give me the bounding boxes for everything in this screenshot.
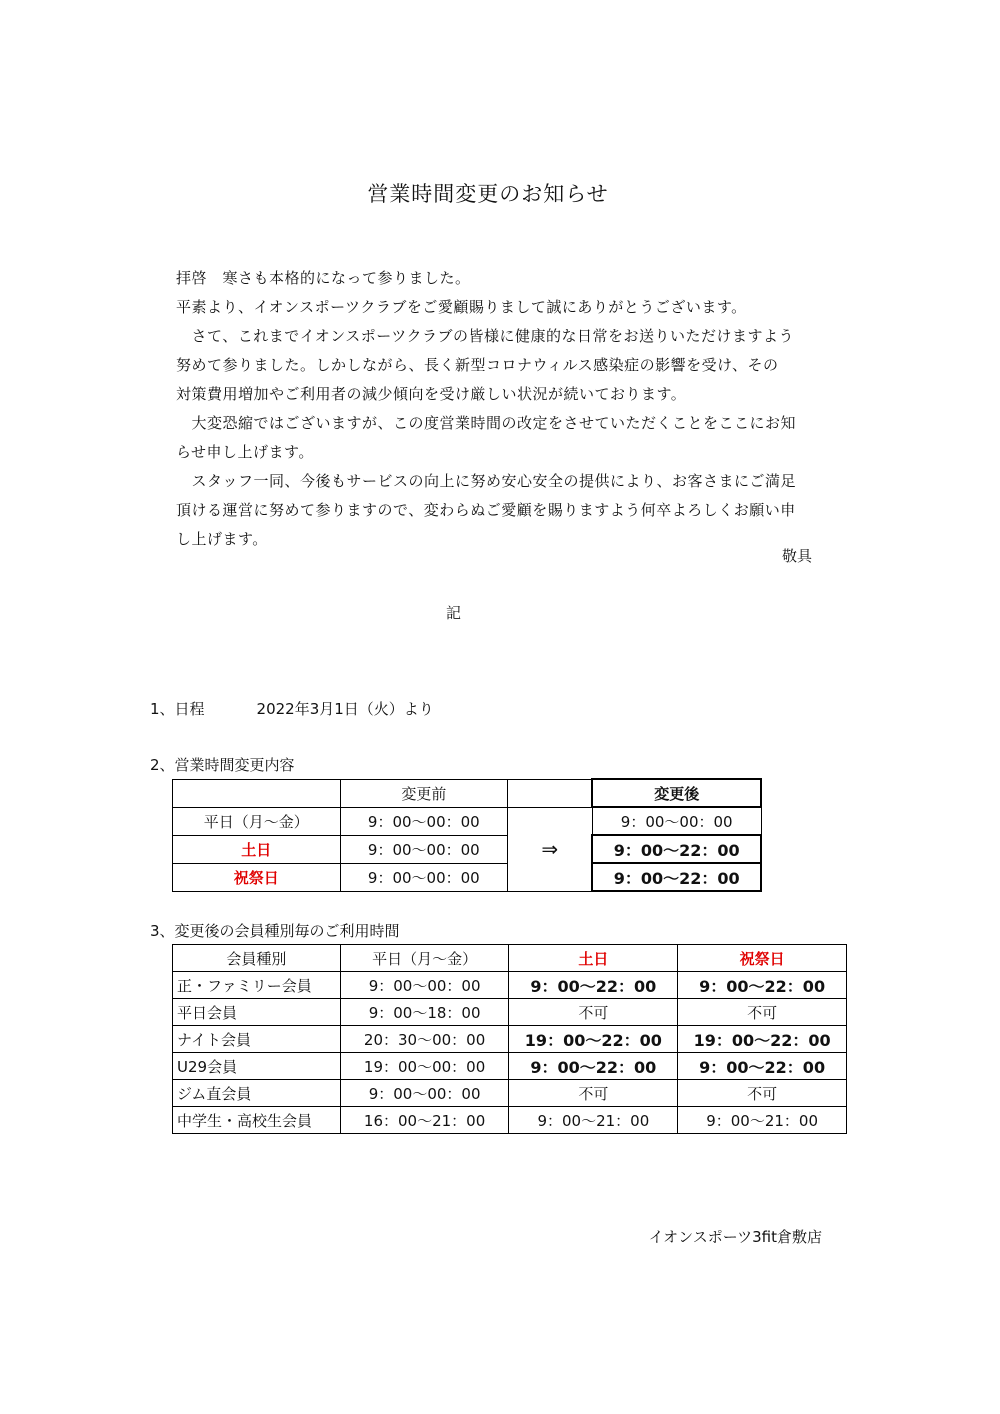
member-hours-table: [172, 944, 847, 1134]
member-type-cell: 平日会員: [173, 999, 341, 1026]
table-row: [173, 999, 847, 1026]
body-line: さて、これまでイオンスポーツクラブの皆様に健康的な日常をお送りいただけますよう: [176, 327, 795, 345]
before-cell: 9：00～00：00: [340, 807, 508, 835]
table-row: [173, 1080, 847, 1107]
closing-keigu: 敬具: [781, 547, 812, 565]
arrow-cell: ⇒: [508, 807, 593, 891]
holiday-cell: 9：00～22：00: [678, 1053, 847, 1080]
section-schedule: [150, 698, 434, 719]
table-header-row: [173, 945, 847, 972]
header-holiday: 祝祭日: [678, 945, 847, 972]
holiday-cell: 9：00～22：00: [678, 972, 847, 999]
header-weekend: 土日: [509, 945, 678, 972]
after-cell: 9：00～22：00: [592, 835, 761, 863]
table-row: [173, 1107, 847, 1134]
weekend-cell: 不可: [509, 999, 678, 1026]
table-row: [173, 807, 762, 835]
table-header-row: [173, 779, 762, 807]
weekday-cell: 9：00～00：00: [340, 1080, 509, 1107]
day-cell: 平日（月～金）: [173, 807, 341, 835]
member-type-cell: 正・ファミリー会員: [173, 972, 341, 999]
weekend-cell: 不可: [509, 1080, 678, 1107]
body-line: 大変恐縮ではございますが、この度営業時間の改定をさせていただくことをここにお知: [176, 414, 797, 432]
table-row: [173, 863, 762, 891]
section-hours-change-label: 2、営業時間変更内容: [150, 756, 295, 774]
holiday-cell: 19：00～22：00: [678, 1026, 847, 1053]
after-cell: 9：00～22：00: [592, 863, 761, 891]
body-line: 対策費用増加やご利用者の減少傾向を受け厳しい状況が続いております。: [176, 385, 687, 403]
page-title: 営業時間変更のお知らせ: [367, 182, 609, 206]
table-cell: [173, 779, 341, 807]
member-type-cell: 中学生・高校生会員: [173, 1107, 341, 1134]
effective-date: 2022年3月1日（火）より: [256, 700, 434, 718]
before-cell: 9：00～00：00: [340, 835, 508, 863]
weekday-cell: 9：00～18：00: [340, 999, 509, 1026]
header-member-type: 会員種別: [173, 945, 341, 972]
body-line: 努めて参りました。しかしながら、長く新型コロナウィルス感染症の影響を受け、その: [176, 356, 779, 374]
weekend-cell: 9：00～22：00: [509, 1053, 678, 1080]
member-type-cell: ナイト会員: [173, 1026, 341, 1053]
header-before: 変更前: [340, 779, 508, 807]
store-name: イオンスポーツ3fit倉敷店: [648, 1228, 822, 1246]
weekday-cell: 9：00～00：00: [340, 972, 509, 999]
holiday-cell: 9：00～21：00: [678, 1107, 847, 1134]
weekday-cell: 19：00～00：00: [340, 1053, 509, 1080]
day-cell: 祝祭日: [173, 863, 341, 891]
header-weekday: 平日（月～金）: [340, 945, 509, 972]
body-line: らせ申し上げます。: [176, 443, 314, 461]
holiday-cell: 不可: [678, 999, 847, 1026]
body-line: 頂ける運営に努めて参りますので、変わらぬご愛顧を賜りますよう何卒よろしくお願い申: [176, 501, 796, 519]
table-row: [173, 835, 762, 863]
table-row: [173, 1053, 847, 1080]
before-cell: 9：00～00：00: [340, 863, 508, 891]
weekend-cell: 9：00～22：00: [509, 972, 678, 999]
body-line: スタッフ一同、今後もサービスの向上に努め安心安全の提供により、お客さまにご満足: [176, 472, 797, 490]
hours-change-table: [172, 778, 762, 892]
letter-body: [176, 264, 844, 554]
member-type-cell: ジム直会員: [173, 1080, 341, 1107]
table-cell: [508, 779, 593, 807]
header-after: 変更後: [592, 779, 761, 807]
after-cell: 9：00～00：00: [592, 807, 761, 835]
ki-marker: 記: [446, 604, 462, 622]
day-cell: 土日: [173, 835, 341, 863]
weekend-cell: 19：00～22：00: [509, 1026, 678, 1053]
body-line: 拝啓 寒さも本格的になって参りました。: [176, 269, 471, 287]
section-schedule-label: 1、日程: [150, 700, 205, 718]
weekday-cell: 20：30～00：00: [340, 1026, 509, 1053]
table-row: [173, 972, 847, 999]
body-line: 平素より、イオンスポーツクラブをご愛顧賜りまして誠にありがとうございます。: [176, 298, 747, 316]
member-type-cell: U29会員: [173, 1053, 341, 1080]
section-member-hours-label: 3、変更後の会員種別毎のご利用時間: [150, 922, 400, 940]
weekend-cell: 9：00～21：00: [509, 1107, 678, 1134]
weekday-cell: 16：00～21：00: [340, 1107, 509, 1134]
holiday-cell: 不可: [678, 1080, 847, 1107]
table-row: [173, 1026, 847, 1053]
body-line: し上げます。: [176, 530, 268, 548]
